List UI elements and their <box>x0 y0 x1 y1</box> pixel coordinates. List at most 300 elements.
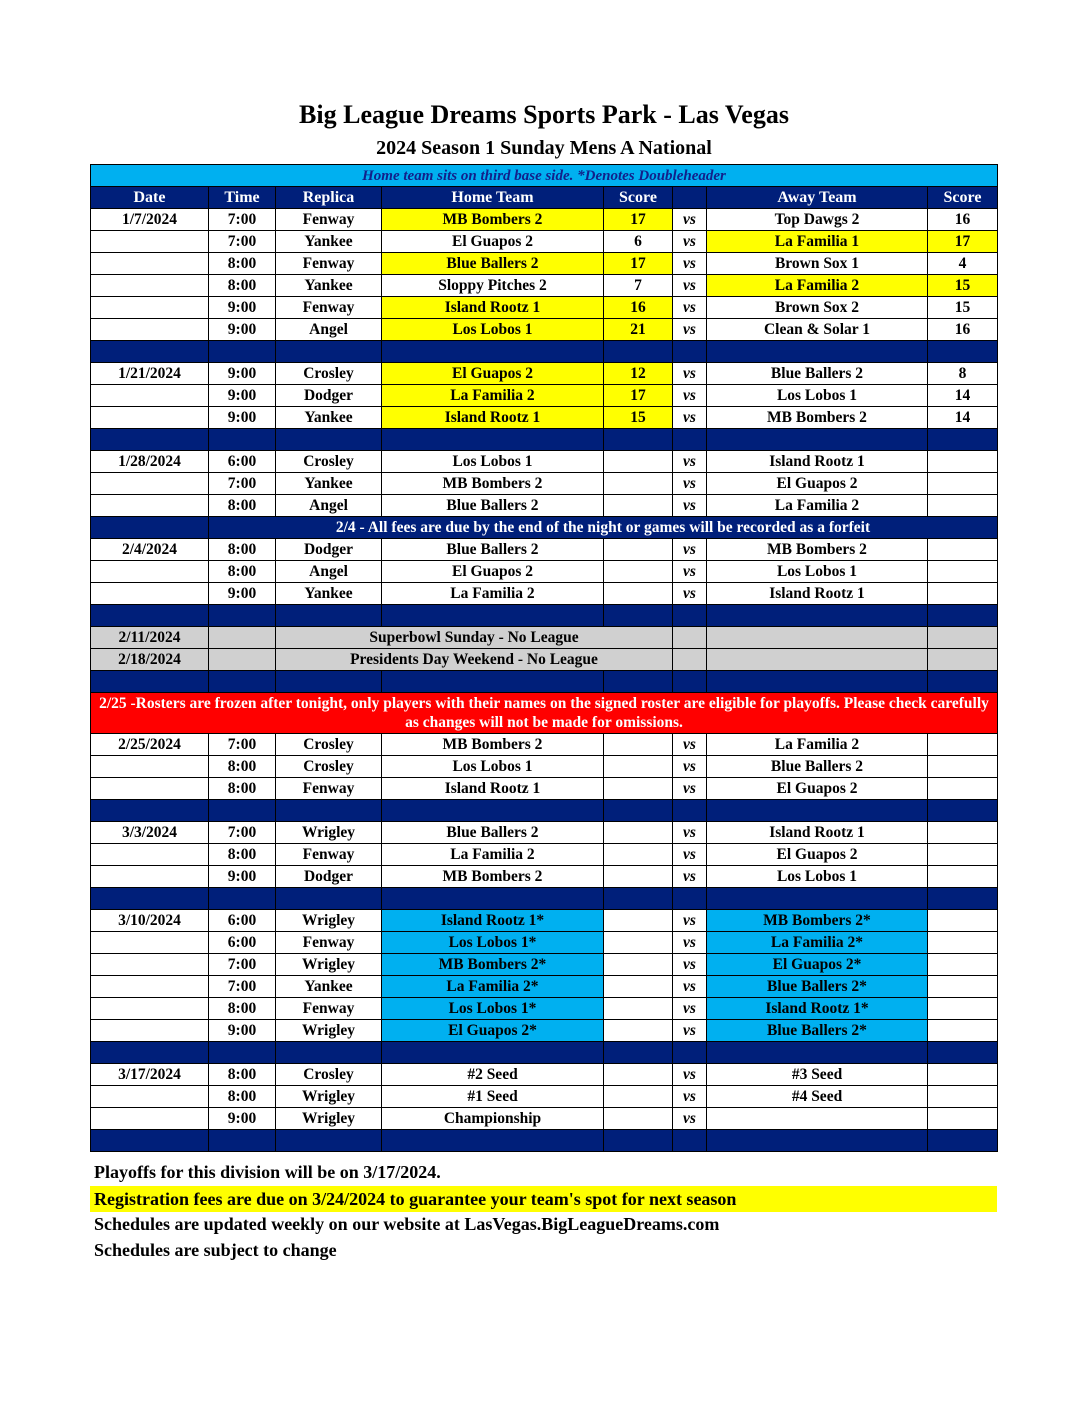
game-date: 3/3/2024 <box>91 822 209 844</box>
separator-row <box>91 1130 998 1152</box>
vs-label: vs <box>673 1064 707 1086</box>
game-time: 8:00 <box>209 539 276 561</box>
vs-label: vs <box>673 998 707 1020</box>
away-score <box>928 1020 998 1042</box>
home-score <box>604 954 673 976</box>
home-team: Island Rootz 1 <box>382 778 604 800</box>
separator-cell <box>604 341 673 363</box>
field-replica: Wrigley <box>276 822 382 844</box>
game-date <box>91 275 209 297</box>
game-time: 7:00 <box>209 231 276 253</box>
home-score <box>604 1108 673 1130</box>
game-date <box>91 778 209 800</box>
game-date <box>91 253 209 275</box>
field-replica: Fenway <box>276 932 382 954</box>
game-row <box>91 275 998 297</box>
game-time: 8:00 <box>209 844 276 866</box>
home-team: La Familia 2 <box>382 385 604 407</box>
away-score <box>928 844 998 866</box>
game-date: 1/28/2024 <box>91 451 209 473</box>
game-date <box>91 407 209 429</box>
home-team: Island Rootz 1 <box>382 407 604 429</box>
game-time: 9:00 <box>209 385 276 407</box>
page-title: Big League Dreams Sports Park - Las Vegas <box>299 100 789 129</box>
game-row <box>91 1020 998 1042</box>
separator-cell <box>276 1042 382 1064</box>
game-time: 9:00 <box>209 1108 276 1130</box>
home-team: #2 Seed <box>382 1064 604 1086</box>
home-team: La Familia 2* <box>382 976 604 998</box>
home-team: Blue Ballers 2 <box>382 253 604 275</box>
separator-cell <box>928 429 998 451</box>
away-team: Island Rootz 1 <box>707 822 928 844</box>
separator-cell <box>707 888 928 910</box>
separator-cell <box>928 1042 998 1064</box>
field-replica: Crosley <box>276 451 382 473</box>
separator-cell <box>673 800 707 822</box>
home-team: MB Bombers 2 <box>382 866 604 888</box>
away-team: El Guapos 2* <box>707 954 928 976</box>
away-score <box>928 1086 998 1108</box>
away-score: 16 <box>928 209 998 231</box>
game-date <box>91 297 209 319</box>
fees-notice-row <box>91 517 998 539</box>
separator-cell <box>209 800 276 822</box>
separator-cell <box>673 888 707 910</box>
field-replica: Yankee <box>276 407 382 429</box>
vs-label: vs <box>673 561 707 583</box>
separator-cell <box>604 1042 673 1064</box>
game-date <box>91 976 209 998</box>
vs-cell <box>673 649 707 671</box>
game-row <box>91 473 998 495</box>
game-row <box>91 998 998 1020</box>
separator-cell <box>382 341 604 363</box>
separator-cell <box>673 1042 707 1064</box>
away-team: #3 Seed <box>707 1064 928 1086</box>
separator-cell <box>276 429 382 451</box>
away-score <box>928 583 998 605</box>
away-team: El Guapos 2 <box>707 844 928 866</box>
vs-label: vs <box>673 1108 707 1130</box>
away-team: La Familia 2 <box>707 734 928 756</box>
field-replica: Wrigley <box>276 910 382 932</box>
game-row <box>91 954 998 976</box>
home-score <box>604 539 673 561</box>
vs-label: vs <box>673 231 707 253</box>
separator-cell <box>276 1130 382 1152</box>
separator-cell <box>276 671 382 693</box>
home-team: Blue Ballers 2 <box>382 495 604 517</box>
game-row <box>91 561 998 583</box>
home-score <box>604 866 673 888</box>
game-date <box>91 954 209 976</box>
separator-cell <box>928 671 998 693</box>
away-score-cell <box>928 649 998 671</box>
vs-label: vs <box>673 778 707 800</box>
vs-label: vs <box>673 275 707 297</box>
separator-cell <box>91 429 209 451</box>
game-row <box>91 1086 998 1108</box>
separator-cell <box>382 1042 604 1064</box>
field-replica: Angel <box>276 561 382 583</box>
vs-label: vs <box>673 822 707 844</box>
home-team: El Guapos 2 <box>382 561 604 583</box>
separator-row <box>91 671 998 693</box>
separator-cell <box>209 605 276 627</box>
separator-cell <box>382 800 604 822</box>
away-score <box>928 866 998 888</box>
away-score <box>928 822 998 844</box>
separator-cell <box>928 1130 998 1152</box>
roster-notice: 2/25 -Rosters are frozen after tonight, only players with their names on the signed roster are eligible for playoffs. Please check carefully as changes will not be made for omissions. <box>91 693 998 734</box>
game-date: 2/4/2024 <box>91 539 209 561</box>
home-score: 12 <box>604 363 673 385</box>
home-score: 17 <box>604 253 673 275</box>
vs-label: vs <box>673 253 707 275</box>
game-date <box>91 319 209 341</box>
header-replica: Replica <box>276 187 382 209</box>
separator-cell <box>276 888 382 910</box>
home-score <box>604 734 673 756</box>
separator-row <box>91 429 998 451</box>
home-score: 17 <box>604 385 673 407</box>
away-score: 17 <box>928 231 998 253</box>
vs-label: vs <box>673 844 707 866</box>
vs-label: vs <box>673 866 707 888</box>
game-row <box>91 385 998 407</box>
away-score <box>928 1064 998 1086</box>
away-score: 8 <box>928 363 998 385</box>
field-replica: Fenway <box>276 297 382 319</box>
vs-label: vs <box>673 473 707 495</box>
separator-cell <box>91 671 209 693</box>
away-team: La Familia 2 <box>707 275 928 297</box>
vs-label: vs <box>673 910 707 932</box>
field-replica: Crosley <box>276 1064 382 1086</box>
game-row <box>91 1064 998 1086</box>
game-time: 6:00 <box>209 932 276 954</box>
vs-label: vs <box>673 495 707 517</box>
home-score: 17 <box>604 209 673 231</box>
away-score: 14 <box>928 385 998 407</box>
vs-label: vs <box>673 297 707 319</box>
home-score: 6 <box>604 231 673 253</box>
vs-label: vs <box>673 932 707 954</box>
game-time: 7:00 <box>209 734 276 756</box>
game-time: 7:00 <box>209 473 276 495</box>
time-cell <box>209 649 276 671</box>
game-time: 6:00 <box>209 451 276 473</box>
vs-label: vs <box>673 1086 707 1108</box>
game-row <box>91 778 998 800</box>
field-replica: Dodger <box>276 385 382 407</box>
game-date: 3/17/2024 <box>91 1064 209 1086</box>
separator-cell <box>209 1130 276 1152</box>
separator-cell <box>604 800 673 822</box>
away-team <box>707 1108 928 1130</box>
field-replica: Dodger <box>276 539 382 561</box>
separator-cell <box>382 605 604 627</box>
game-row <box>91 231 998 253</box>
away-score-cell <box>928 627 998 649</box>
field-replica: Yankee <box>276 976 382 998</box>
home-team: Los Lobos 1 <box>382 319 604 341</box>
separator-cell <box>91 605 209 627</box>
home-team: #1 Seed <box>382 1086 604 1108</box>
away-score <box>928 495 998 517</box>
field-replica: Wrigley <box>276 1108 382 1130</box>
home-score: 21 <box>604 319 673 341</box>
game-row <box>91 363 998 385</box>
game-time: 6:00 <box>209 910 276 932</box>
game-row <box>91 407 998 429</box>
field-replica: Crosley <box>276 756 382 778</box>
game-row <box>91 319 998 341</box>
vs-label: vs <box>673 209 707 231</box>
game-row <box>91 976 998 998</box>
game-date: 2/11/2024 <box>91 627 209 649</box>
roster-notice-row <box>91 693 998 734</box>
vs-label: vs <box>673 1020 707 1042</box>
game-time: 8:00 <box>209 495 276 517</box>
away-score: 14 <box>928 407 998 429</box>
away-score <box>928 976 998 998</box>
away-team: Blue Ballers 2* <box>707 1020 928 1042</box>
home-score <box>604 473 673 495</box>
home-score <box>604 976 673 998</box>
vs-label: vs <box>673 407 707 429</box>
away-score <box>928 561 998 583</box>
separator-cell <box>382 1130 604 1152</box>
game-time: 8:00 <box>209 275 276 297</box>
home-score <box>604 844 673 866</box>
game-date <box>91 473 209 495</box>
home-team: Los Lobos 1 <box>382 451 604 473</box>
home-score <box>604 495 673 517</box>
field-replica: Yankee <box>276 275 382 297</box>
game-time: 7:00 <box>209 954 276 976</box>
separator-cell <box>209 429 276 451</box>
away-score <box>928 539 998 561</box>
home-score: 16 <box>604 297 673 319</box>
game-date <box>91 495 209 517</box>
no-league-row <box>91 627 998 649</box>
home-score <box>604 822 673 844</box>
game-date: 1/7/2024 <box>91 209 209 231</box>
away-team-cell <box>707 627 928 649</box>
field-replica: Fenway <box>276 209 382 231</box>
no-league-text: Presidents Day Weekend - No League <box>276 649 673 671</box>
separator-cell <box>91 341 209 363</box>
away-score: 15 <box>928 297 998 319</box>
away-team: Blue Ballers 2 <box>707 363 928 385</box>
separator-cell <box>928 605 998 627</box>
game-time: 9:00 <box>209 583 276 605</box>
table-note-row <box>91 165 998 187</box>
header-time: Time <box>209 187 276 209</box>
home-team: El Guapos 2 <box>382 363 604 385</box>
separator-cell <box>604 1130 673 1152</box>
separator-row <box>91 800 998 822</box>
field-replica: Crosley <box>276 363 382 385</box>
away-team: Brown Sox 2 <box>707 297 928 319</box>
separator-cell <box>382 888 604 910</box>
field-replica: Yankee <box>276 583 382 605</box>
field-replica: Crosley <box>276 734 382 756</box>
game-row <box>91 756 998 778</box>
away-score <box>928 778 998 800</box>
away-team: Los Lobos 1 <box>707 385 928 407</box>
game-time: 8:00 <box>209 1086 276 1108</box>
game-date: 2/18/2024 <box>91 649 209 671</box>
away-score <box>928 734 998 756</box>
separator-cell <box>209 671 276 693</box>
separator-row <box>91 1042 998 1064</box>
separator-cell <box>707 1042 928 1064</box>
header-vs <box>673 187 707 209</box>
away-team: La Familia 2* <box>707 932 928 954</box>
game-date <box>91 231 209 253</box>
separator-cell <box>91 1042 209 1064</box>
game-row <box>91 734 998 756</box>
vs-label: vs <box>673 976 707 998</box>
game-time: 8:00 <box>209 253 276 275</box>
separator-cell <box>928 888 998 910</box>
away-team: MB Bombers 2* <box>707 910 928 932</box>
vs-label: vs <box>673 319 707 341</box>
away-team: Los Lobos 1 <box>707 561 928 583</box>
away-team: MB Bombers 2 <box>707 539 928 561</box>
home-score <box>604 932 673 954</box>
home-team: Island Rootz 1* <box>382 910 604 932</box>
header-away-team: Away Team <box>707 187 928 209</box>
field-replica: Yankee <box>276 473 382 495</box>
game-row <box>91 583 998 605</box>
separator-cell <box>707 671 928 693</box>
separator-row <box>91 605 998 627</box>
separator-cell <box>673 429 707 451</box>
game-date <box>91 583 209 605</box>
table-header-row <box>91 187 998 209</box>
away-team: El Guapos 2 <box>707 778 928 800</box>
game-date <box>91 1086 209 1108</box>
away-team: Los Lobos 1 <box>707 866 928 888</box>
separator-cell <box>276 341 382 363</box>
separator-cell <box>707 341 928 363</box>
home-team: Los Lobos 1 <box>382 756 604 778</box>
game-date <box>91 932 209 954</box>
separator-cell <box>276 605 382 627</box>
away-score: 16 <box>928 319 998 341</box>
away-team: Island Rootz 1 <box>707 451 928 473</box>
away-score <box>928 998 998 1020</box>
separator-cell <box>91 1130 209 1152</box>
game-date <box>91 998 209 1020</box>
separator-cell <box>928 800 998 822</box>
vs-label: vs <box>673 954 707 976</box>
game-time: 9:00 <box>209 297 276 319</box>
game-row <box>91 495 998 517</box>
game-time: 8:00 <box>209 756 276 778</box>
away-score <box>928 1108 998 1130</box>
field-replica: Wrigley <box>276 1020 382 1042</box>
separator-cell <box>673 671 707 693</box>
header-home-team: Home Team <box>382 187 604 209</box>
separator-cell <box>707 800 928 822</box>
away-team: El Guapos 2 <box>707 473 928 495</box>
home-score <box>604 1086 673 1108</box>
home-team: MB Bombers 2 <box>382 209 604 231</box>
separator-row <box>91 888 998 910</box>
game-row <box>91 451 998 473</box>
away-team: Top Dawgs 2 <box>707 209 928 231</box>
separator-cell <box>91 517 209 539</box>
home-score <box>604 1064 673 1086</box>
home-team: Sloppy Pitches 2 <box>382 275 604 297</box>
separator-cell <box>91 888 209 910</box>
fees-notice: 2/4 - All fees are due by the end of the night or games will be recorded as a forfeit <box>209 517 998 539</box>
away-score: 15 <box>928 275 998 297</box>
away-team: #4 Seed <box>707 1086 928 1108</box>
game-date <box>91 385 209 407</box>
home-team: El Guapos 2* <box>382 1020 604 1042</box>
vs-label: vs <box>673 539 707 561</box>
separator-cell <box>604 888 673 910</box>
no-league-text: Superbowl Sunday - No League <box>276 627 673 649</box>
home-score <box>604 910 673 932</box>
game-row <box>91 844 998 866</box>
game-row <box>91 822 998 844</box>
home-team: Championship <box>382 1108 604 1130</box>
header-date: Date <box>91 187 209 209</box>
home-score <box>604 998 673 1020</box>
separator-cell <box>673 1130 707 1152</box>
game-time: 9:00 <box>209 1020 276 1042</box>
game-time: 9:00 <box>209 319 276 341</box>
separator-cell <box>673 605 707 627</box>
game-time: 9:00 <box>209 407 276 429</box>
home-team: MB Bombers 2 <box>382 734 604 756</box>
field-replica: Yankee <box>276 231 382 253</box>
table-note: Home team sits on third base side. *Denotes Doubleheader <box>91 165 998 187</box>
game-row <box>91 209 998 231</box>
game-date <box>91 561 209 583</box>
game-row <box>91 1108 998 1130</box>
away-score <box>928 451 998 473</box>
separator-cell <box>382 671 604 693</box>
game-time: 8:00 <box>209 998 276 1020</box>
game-date <box>91 756 209 778</box>
separator-cell <box>707 1130 928 1152</box>
away-team: La Familia 1 <box>707 231 928 253</box>
home-score <box>604 583 673 605</box>
separator-cell <box>209 888 276 910</box>
home-score: 15 <box>604 407 673 429</box>
vs-label: vs <box>673 583 707 605</box>
away-score <box>928 932 998 954</box>
header-away-score: Score <box>928 187 998 209</box>
home-team: MB Bombers 2 <box>382 473 604 495</box>
field-replica: Wrigley <box>276 1086 382 1108</box>
field-replica: Angel <box>276 495 382 517</box>
game-time: 8:00 <box>209 1064 276 1086</box>
game-time: 7:00 <box>209 822 276 844</box>
home-team: El Guapos 2 <box>382 231 604 253</box>
time-cell <box>209 627 276 649</box>
home-score <box>604 451 673 473</box>
home-score <box>604 1020 673 1042</box>
